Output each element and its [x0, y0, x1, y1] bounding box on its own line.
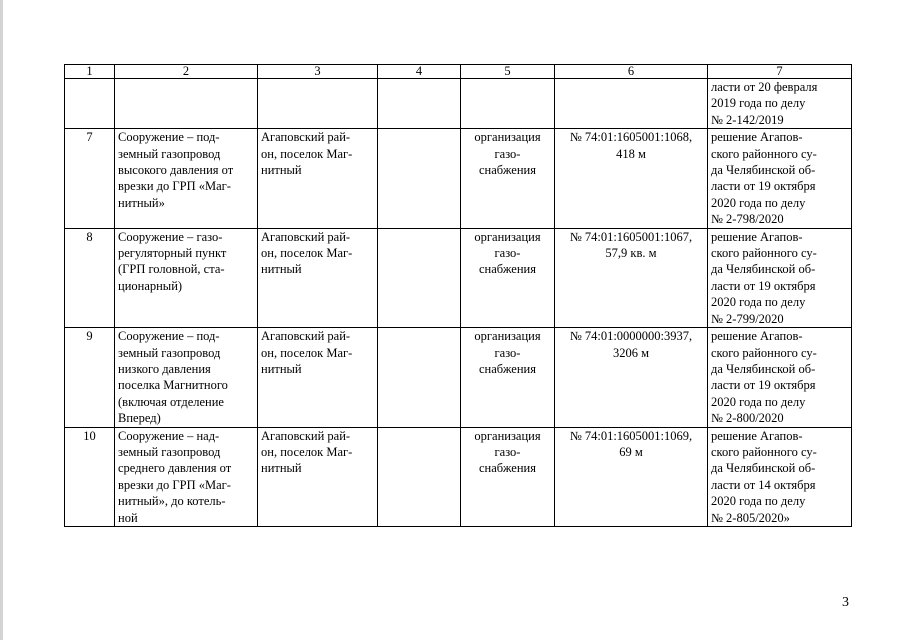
cell-empty — [258, 79, 378, 129]
object-name-cell — [115, 427, 258, 526]
text-line: ной — [118, 510, 138, 525]
text-line: газо- — [494, 146, 521, 161]
text-line: Сооружение – газо- — [118, 229, 223, 244]
decision-cell — [708, 427, 852, 526]
cell-empty — [65, 79, 115, 129]
text-line: нитный — [261, 461, 302, 476]
decision-cell — [708, 328, 852, 427]
decision-cell — [708, 79, 852, 129]
table-row — [65, 427, 852, 526]
text-line: нитный — [261, 163, 302, 178]
text-line: № 2-805/2020» — [711, 510, 790, 525]
text-line: организация — [474, 329, 541, 344]
row-number-cell: 8 — [65, 228, 115, 327]
text-line: 2020 года по делу — [711, 195, 806, 210]
text-line: № 74:01:0000000:3937, — [569, 329, 693, 344]
text-line: решение Агапов- — [711, 130, 803, 145]
text-line: № 2-142/2019 — [711, 112, 784, 127]
text-line: № 74:01:1605001:1069, — [569, 428, 693, 443]
text-line: среднего давления от — [118, 461, 232, 476]
text-line: высокого давления от — [118, 163, 234, 178]
text-line: поселка Магнитного — [118, 378, 228, 393]
text-line: он, поселок Маг- — [261, 246, 353, 261]
text-line: нитный», до котель- — [118, 494, 226, 509]
object-name-cell — [115, 129, 258, 228]
cell-empty — [461, 79, 555, 129]
text-line: ционарный) — [118, 278, 183, 293]
object-name-cell — [115, 328, 258, 427]
operator-cell — [461, 129, 555, 228]
column-4-cell — [378, 228, 461, 327]
text-line: нитный» — [118, 195, 165, 210]
text-line: Сооружение – над- — [118, 428, 220, 443]
column-header: 2 — [115, 65, 258, 79]
text-line: Сооружение – под- — [118, 329, 220, 344]
text-line: организация — [474, 229, 541, 244]
text-line: (включая отделение — [118, 394, 224, 409]
text-line: земный газопровод — [118, 444, 221, 459]
text-line: врезки до ГРП «Маг- — [118, 477, 231, 492]
column-4-cell — [378, 129, 461, 228]
text-line: газо- — [494, 246, 521, 261]
text-line: снабжения — [479, 461, 536, 476]
text-line: 69 м — [619, 444, 643, 459]
decision-cell — [708, 129, 852, 228]
text-line: ласти от 19 октября — [711, 278, 816, 293]
cadastre-cell — [555, 129, 708, 228]
continued-row — [65, 79, 852, 129]
text-line: ласти от 14 октября — [711, 477, 816, 492]
cadastre-cell — [555, 427, 708, 526]
text-line: газо- — [494, 444, 521, 459]
location-cell — [258, 427, 378, 526]
text-line: нитный — [261, 262, 302, 277]
text-line: да Челябинской об- — [711, 163, 816, 178]
text-line: снабжения — [479, 262, 536, 277]
text-line: ласти от 19 октября — [711, 179, 816, 194]
text-line: нитный — [261, 361, 302, 376]
text-line: 2020 года по делу — [711, 295, 806, 310]
text-line: снабжения — [479, 163, 536, 178]
text-line: 2020 года по делу — [711, 494, 806, 509]
cadastre-cell — [555, 328, 708, 427]
operator-cell — [461, 328, 555, 427]
text-line: (ГРП головной, ста- — [118, 262, 225, 277]
column-4-cell — [378, 328, 461, 427]
cell-empty — [378, 79, 461, 129]
text-line: да Челябинской об- — [711, 461, 816, 476]
text-line: Вперед) — [118, 411, 161, 426]
text-line: решение Агапов- — [711, 428, 803, 443]
text-line: газо- — [494, 345, 521, 360]
text-line: решение Агапов- — [711, 229, 803, 244]
text-line: земный газопровод — [118, 146, 221, 161]
column-4-cell — [378, 427, 461, 526]
text-line: № 74:01:1605001:1067, — [569, 229, 693, 244]
cell-empty — [115, 79, 258, 129]
text-line: низкого давления — [118, 361, 211, 376]
register-table — [64, 64, 852, 527]
page-number: 3 — [842, 595, 849, 610]
text-line: ского районного су- — [711, 444, 817, 459]
text-line: Агаповский рай- — [261, 229, 351, 244]
object-name-cell — [115, 228, 258, 327]
column-number-row — [65, 65, 852, 79]
location-cell — [258, 228, 378, 327]
text-line: ласти от 19 октября — [711, 378, 816, 393]
column-header: 6 — [555, 65, 708, 79]
location-cell — [258, 328, 378, 427]
column-header: 4 — [378, 65, 461, 79]
row-number-cell: 9 — [65, 328, 115, 427]
text-line: организация — [474, 428, 541, 443]
text-line: ского районного су- — [711, 146, 817, 161]
text-line: Сооружение – под- — [118, 130, 220, 145]
text-line: земный газопровод — [118, 345, 221, 360]
text-line: 57,9 кв. м — [605, 246, 657, 261]
text-line: № 2-798/2020 — [711, 212, 784, 227]
text-line: Агаповский рай- — [261, 130, 351, 145]
row-number-cell: 10 — [65, 427, 115, 526]
text-line: № 2-799/2020 — [711, 311, 784, 326]
table-row — [65, 228, 852, 327]
text-line: он, поселок Маг- — [261, 444, 353, 459]
text-line: Агаповский рай- — [261, 329, 351, 344]
column-header: 7 — [708, 65, 852, 79]
text-line: врезки до ГРП «Маг- — [118, 179, 231, 194]
text-line: № 74:01:1605001:1068, — [569, 130, 693, 145]
text-line: 3206 м — [612, 345, 650, 360]
text-line: он, поселок Маг- — [261, 345, 353, 360]
row-number-cell: 7 — [65, 129, 115, 228]
text-line: ского районного су- — [711, 345, 817, 360]
scan-left-edge — [0, 0, 3, 640]
text-line: организация — [474, 130, 541, 145]
text-line: снабжения — [479, 361, 536, 376]
text-line: Агаповский рай- — [261, 428, 351, 443]
operator-cell — [461, 228, 555, 327]
decision-cell — [708, 228, 852, 327]
column-header: 5 — [461, 65, 555, 79]
text-line: он, поселок Маг- — [261, 146, 353, 161]
text-line: 2019 года по делу — [711, 96, 806, 111]
text-line: да Челябинской об- — [711, 361, 816, 376]
column-header: 3 — [258, 65, 378, 79]
text-line: ласти от 20 февраля — [711, 80, 818, 94]
cadastre-cell — [555, 228, 708, 327]
cell-empty — [555, 79, 708, 129]
text-line: 2020 года по делу — [711, 394, 806, 409]
operator-cell — [461, 427, 555, 526]
column-header: 1 — [65, 65, 115, 79]
text-line: № 2-800/2020 — [711, 411, 784, 426]
text-line: решение Агапов- — [711, 329, 803, 344]
text-line: да Челябинской об- — [711, 262, 816, 277]
text-line: ского районного су- — [711, 246, 817, 261]
text-line: 418 м — [616, 146, 646, 161]
text-line: регуляторный пункт — [118, 246, 227, 261]
table-row — [65, 328, 852, 427]
table-row — [65, 129, 852, 228]
location-cell — [258, 129, 378, 228]
